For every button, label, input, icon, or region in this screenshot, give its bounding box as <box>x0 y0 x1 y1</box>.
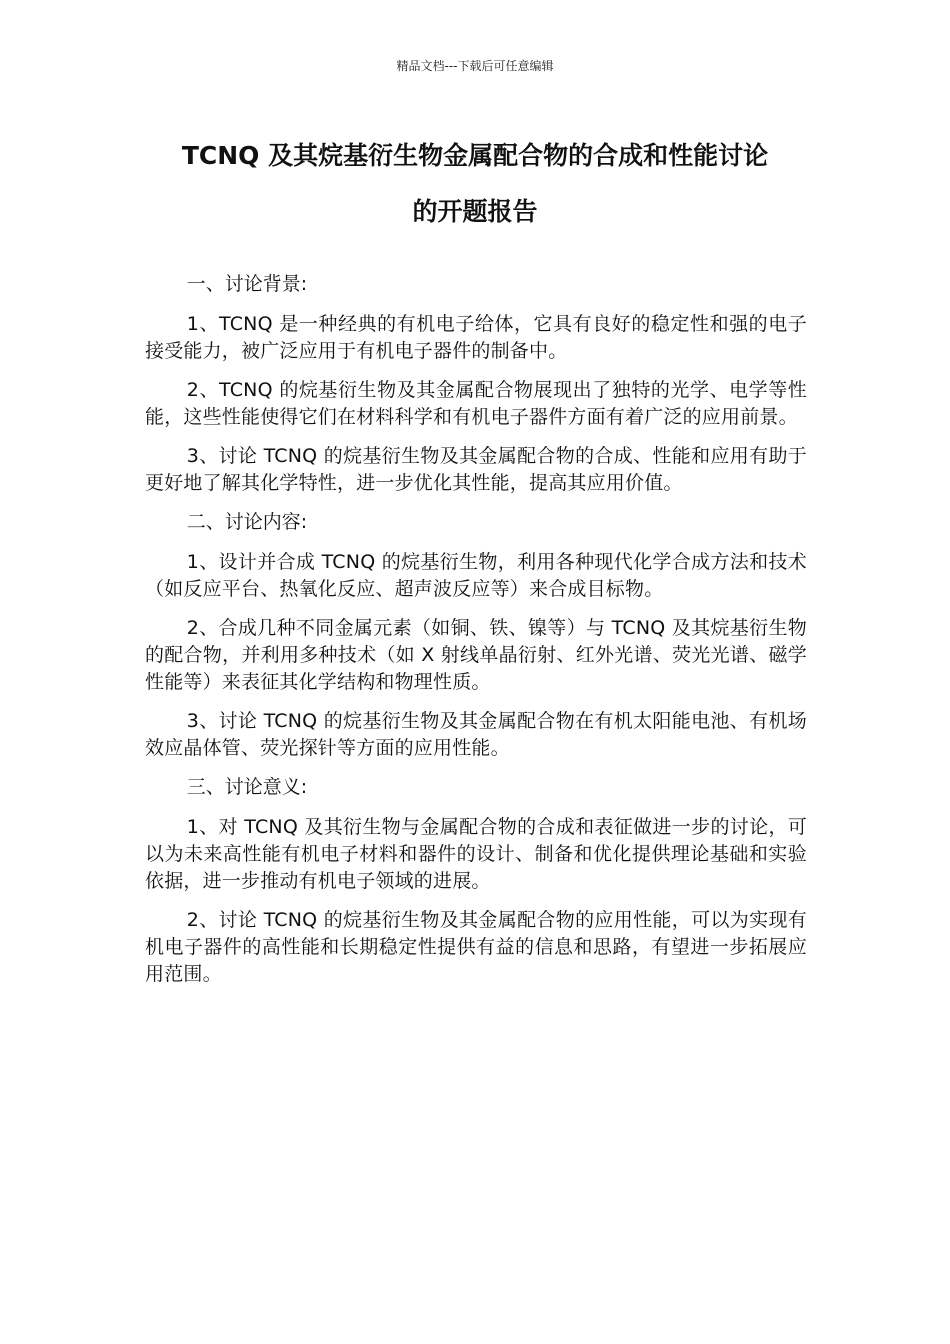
paragraph: 2、讨论 TCNQ 的烷基衍生物及其金属配合物的应用性能，可以为实现有机电子器件的高性能和长期稳定性提供有益的信息和思路，有望进一步拓展应用范围。 <box>145 909 807 985</box>
paragraph: 2、TCNQ 的烷基衍生物及其金属配合物展现出了独特的光学、电学等性能，这些性能使得它们在材料科学和有机电子器件方面有着广泛的应用前景。 <box>145 379 807 428</box>
document-title-line-1: TCNQ 及其烷基衍生物金属配合物的合成和性能讨论 <box>181 141 769 170</box>
paragraph: 1、设计并合成 TCNQ 的烷基衍生物，利用各种现代化学合成方法和技术（如反应平台、热氧化反应、超声波反应等）来合成目标物。 <box>145 551 807 600</box>
document-title-line-2: 的开题报告 <box>412 197 538 226</box>
paragraph: 3、讨论 TCNQ 的烷基衍生物及其金属配合物在有机太阳能电池、有机场效应晶体管、荧光探针等方面的应用性能。 <box>145 710 807 759</box>
document-title <box>130 128 820 240</box>
section-significance <box>145 774 807 988</box>
section-heading-significance: 三、讨论意义: <box>186 776 308 798</box>
section-background <box>145 271 807 497</box>
paragraph: 2、合成几种不同金属元素（如铜、铁、镍等）与 TCNQ 及其烷基衍生物的配合物，并利用多种技术（如 X 射线单晶衍射、红外光谱、荧光光谱、磁学性能等）来表征其化学结构和物理性质。 <box>145 617 807 693</box>
page-header: 精品文档---下载后可任意编辑 <box>396 59 554 73</box>
paragraph: 3、讨论 TCNQ 的烷基衍生物及其金属配合物的合成、性能和应用有助于更好地了解其化学特性，进一步优化其性能，提高其应用价值。 <box>145 445 807 494</box>
section-heading-background: 一、讨论背景: <box>186 273 308 295</box>
section-content <box>145 509 807 762</box>
paragraph: 1、对 TCNQ 及其衍生物与金属配合物的合成和表征做进一步的讨论，可以为未来高性能有机电子材料和器件的设计、制备和优化提供理论基础和实验依据，进一步推动有机电子领域的进展。 <box>145 816 807 892</box>
section-heading-content: 二、讨论内容: <box>186 511 308 533</box>
document-body <box>145 271 807 1000</box>
paragraph: 1、TCNQ 是一种经典的有机电子给体，它具有良好的稳定性和强的电子接受能力，被广泛应用于有机电子器件的制备中。 <box>145 313 807 362</box>
